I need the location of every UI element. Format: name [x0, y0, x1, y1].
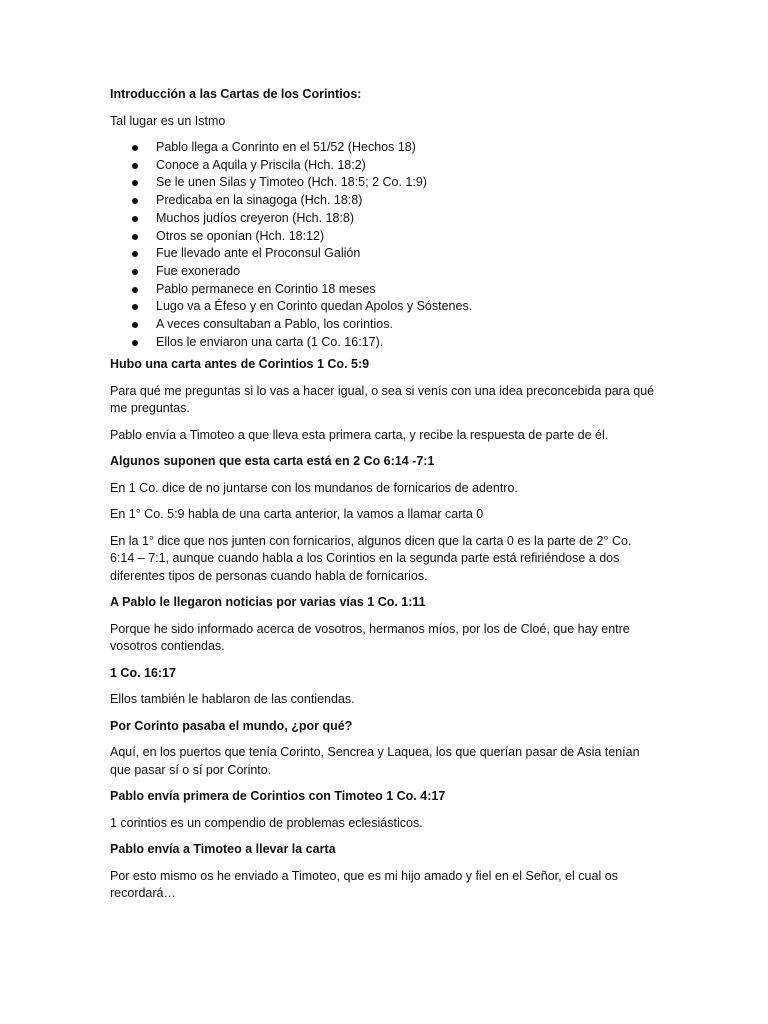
bullet-icon [132, 234, 138, 240]
section-heading: Por Corinto pasaba el mundo, ¿por qué? [110, 718, 353, 733]
paragraph: Ellos también le hablaron de las contiendas. [110, 692, 355, 707]
bullet-icon [132, 163, 138, 169]
paragraph: 1 corintios es un compendio de problemas eclesiásticos. [110, 815, 423, 830]
paragraph: En la 1° dice que nos junten con fornicarios, algunos dicen que la carta 0 es la parte de 2° Co. 6:14 – 7:1, aunque cuando habla a los Corintios en la segunda parte está refiriéndose a dos diferentes tipos de personas cuando habla de fornicarios. [110, 533, 632, 583]
bullet-icon [132, 251, 138, 257]
bullet-icon [132, 180, 138, 186]
bullet-icon [132, 322, 138, 328]
bullet-icon [132, 216, 138, 222]
document-title: Introducción a las Cartas de los Corintios: [110, 87, 362, 101]
section-heading: Pablo envía a Timoteo a llevar la carta [110, 842, 336, 857]
section-heading: Algunos suponen que esta carta está en 2 Co 6:14 -7:1 [110, 454, 435, 469]
bullet-icon [132, 198, 138, 204]
list-item: Conoce a Aquila y Priscila (Hch. 18:2) [110, 157, 655, 175]
list-item: Lugo va a Éfeso y en Corinto quedan Apolos y Sóstenes. [110, 298, 655, 316]
section-heading: Pablo envía primera de Corintios con Timoteo 1 Co. 4:17 [110, 789, 446, 804]
bullet-icon [132, 145, 138, 151]
section-heading: A Pablo le llegaron noticias por varias vías 1 Co. 1:11 [110, 595, 426, 610]
list-item: Fue llevado ante el Proconsul Galión [110, 245, 655, 263]
list-item: Ellos le enviaron una carta (1 Co. 16:17). [110, 334, 655, 352]
list-item: Pablo permanece en Corintio 18 meses [110, 281, 655, 299]
section-heading: Hubo una carta antes de Corintios 1 Co. 5:9 [110, 357, 370, 372]
paragraph: Porque he sido informado acerca de vosotros, hermanos míos, por los de Cloé, que hay entre vosotros contiendas. [110, 621, 630, 654]
paragraph: En 1° Co. 5:9 habla de una carta anterior, la vamos a llamar carta 0 [110, 507, 484, 522]
bullet-icon [132, 287, 138, 293]
list-item: Fue exonerado [110, 263, 655, 281]
bullet-icon [132, 269, 138, 275]
list-item: Predicaba en la sinagoga (Hch. 18:8) [110, 192, 655, 210]
list-item: A veces consultaban a Pablo, los corintios. [110, 316, 655, 334]
paragraph: Para qué me preguntas si lo vas a hacer igual, o sea si venís con una idea preconcebida para qué me preguntas. [110, 383, 655, 416]
paragraph: Pablo envía a Timoteo a que lleva esta primera carta, y recibe la respuesta de parte de él. [110, 427, 609, 442]
bullet-icon [132, 304, 138, 310]
intro-paragraph: Tal lugar es un Istmo [110, 113, 226, 128]
bullet-list [110, 139, 655, 351]
list-item: Se le unen Silas y Timoteo (Hch. 18:5; 2 Co. 1:9) [110, 174, 655, 192]
paragraph: Aquí, en los puertos que tenía Corinto, Sencrea y Laquea, los que querían pasar de Asia tenían que pasar sí o sí por Corinto. [110, 745, 640, 777]
list-item: Otros se oponían (Hch. 18:12) [110, 228, 655, 246]
list-item: Muchos judíos creyeron (Hch. 18:8) [110, 210, 655, 228]
paragraph: Por esto mismo os he enviado a Timoteo, que es mi hijo amado y fiel en el Señor, el cual os recordará… [110, 868, 618, 901]
paragraph: En 1 Co. dice de no juntarse con los mundanos de fornicarios de adentro. [110, 480, 518, 495]
list-item: Pablo llega a Conrinto en el 51/52 (Hechos 18) [110, 139, 655, 157]
bullet-icon [132, 340, 138, 346]
section-heading: 1 Co. 16:17 [110, 665, 177, 680]
document-body [110, 86, 655, 912]
